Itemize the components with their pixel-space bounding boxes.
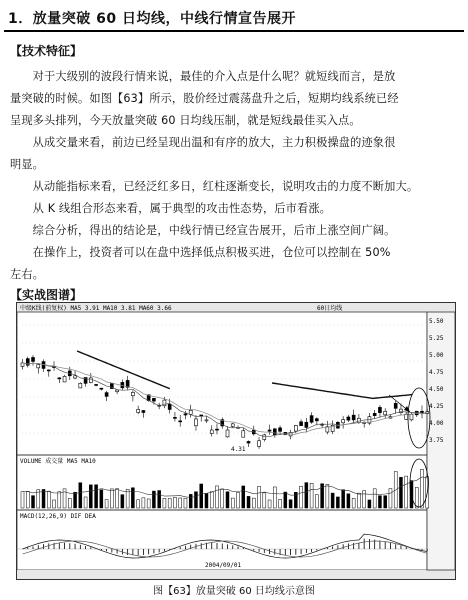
volume-bar: [247, 496, 250, 508]
volume-bar: [121, 495, 124, 508]
candle-body: [210, 430, 213, 434]
candle-body: [184, 414, 187, 415]
volume-bar: [221, 489, 224, 508]
volume-bar: [68, 498, 71, 508]
volume-bar: [373, 489, 376, 508]
volume-bar: [47, 491, 50, 508]
candle-body: [378, 407, 381, 412]
volume-bar: [210, 492, 213, 508]
axis-tick-label: 4.25: [429, 403, 444, 410]
candle-body: [347, 417, 350, 420]
volume-bar: [163, 498, 166, 508]
section-chart-heading: 【实战图谱】: [10, 288, 83, 302]
axis-tick-label: 4.50: [429, 386, 444, 393]
candle-body: [194, 419, 197, 426]
paragraph-line: 在操作上，投资者可以在盘中选择低点积极买进，仓位可以控制在 50%: [10, 246, 391, 259]
candle-body: [173, 417, 176, 418]
volume-bar: [368, 500, 371, 508]
volume-bar: [336, 497, 339, 508]
volume-bar: [226, 492, 229, 508]
volume-bar: [410, 481, 413, 508]
axis-tick-label: 5.00: [429, 352, 444, 359]
candle-body: [79, 383, 82, 388]
volume-bar: [237, 492, 240, 508]
volume-bar: [200, 484, 203, 508]
volume-bar: [95, 485, 98, 508]
candle-body: [95, 384, 98, 385]
volume-bar: [268, 500, 271, 508]
volume-bar: [389, 489, 392, 508]
volume-bar: [289, 500, 292, 508]
paragraph-line: 量突破的时候。如图【63】所示，股价经过震荡盘升之后，短期均线系统已经: [10, 92, 399, 105]
candle-body: [116, 390, 119, 392]
volume-bar: [252, 498, 255, 508]
axis-tick-label: 5.25: [429, 335, 444, 342]
candle-body: [205, 420, 208, 421]
volume-bar: [42, 489, 45, 508]
volume-bar: [158, 490, 161, 508]
volume-bar: [142, 498, 145, 508]
volume-bar: [399, 477, 402, 508]
volume-bar: [131, 488, 134, 508]
candle-body: [342, 420, 345, 423]
paragraph-line: 左右。: [10, 268, 45, 281]
volume-bar: [26, 491, 29, 508]
candle-body: [352, 415, 355, 420]
candle-body: [315, 419, 318, 421]
volume-bar: [305, 483, 308, 508]
stock-chart-figure: [16, 302, 456, 580]
volume-bar: [32, 496, 35, 508]
volume-bar: [331, 493, 334, 508]
volume-bar: [300, 486, 303, 508]
candle-body: [263, 435, 266, 440]
chart-header-right: 60日均线: [317, 305, 343, 312]
stock-chart-svg: [17, 303, 455, 579]
candle-body: [105, 393, 108, 397]
candle-body: [258, 441, 261, 447]
candle-body: [58, 378, 61, 379]
candle-body: [231, 424, 234, 426]
title-rule: [4, 30, 464, 32]
volume-bar: [384, 496, 387, 508]
volume-bar: [215, 486, 218, 508]
volume-bar: [378, 496, 381, 508]
axis-tick-label: 5.50: [429, 318, 444, 325]
volume-bar: [105, 500, 108, 508]
volume-bar: [263, 493, 266, 508]
paragraph-line: 从 K 线组合形态来看，属于典型的攻击性态势，后市看涨。: [10, 202, 332, 215]
volume-bar: [279, 499, 282, 508]
volume-bar: [168, 499, 171, 508]
volume-bar: [21, 492, 24, 508]
paragraph-line: 呈现多头排列，今天放量突破 60 日均线压制，就是短线最佳买入点。: [10, 114, 361, 127]
candle-body: [268, 430, 271, 431]
candle-body: [384, 411, 387, 414]
volume-bar: [179, 498, 182, 508]
volume-bar: [205, 494, 208, 508]
paragraph-line: 综合分析，得出的结论是，中线行情已经宣告展开，后市上涨空间广阔。: [10, 224, 396, 237]
volume-bar: [189, 494, 192, 508]
candle-body: [394, 403, 397, 408]
candle-body: [200, 415, 203, 416]
section-tech-heading: 【技术特征】: [10, 44, 83, 58]
candle-body: [247, 441, 250, 443]
volume-bar: [352, 498, 355, 508]
volume-bar: [231, 498, 234, 508]
volume-bar: [147, 499, 150, 508]
volume-bar: [420, 469, 423, 508]
candle-body: [100, 388, 103, 389]
volume-bar: [173, 497, 176, 508]
volume-bar: [405, 476, 408, 508]
low-price-label: 4.31: [231, 446, 246, 453]
candle-body: [226, 430, 229, 437]
volume-bar: [194, 492, 197, 508]
candle-body: [300, 422, 303, 426]
date-label: 2004/09/01: [205, 562, 242, 569]
volume-bar: [58, 492, 61, 508]
volume-bar: [89, 485, 92, 508]
paragraph-line: 从成交量来看，前边已经呈现出温和有序的放大，主力积极操盘的迹象很: [10, 136, 396, 149]
volume-bar: [53, 500, 56, 508]
candle-body: [163, 400, 166, 406]
candle-body: [168, 404, 171, 409]
volume-bar: [357, 493, 360, 508]
candle-body: [74, 376, 77, 378]
volume-bar: [310, 483, 313, 508]
candle-body: [63, 376, 66, 382]
volume-bar: [184, 498, 187, 508]
volume-bar: [258, 486, 261, 508]
chart-header-left: 中级K线(前复权) MA5 3.91 MA10 3.81 MA60 3.66: [20, 305, 172, 312]
paragraph-line: 对于大级别的波段行情来说，最佳的介入点是什么呢？就短线而言，是放: [10, 70, 396, 83]
volume-bar: [347, 494, 350, 508]
candle-body: [273, 429, 276, 435]
candle-body: [242, 431, 245, 437]
volume-bar: [74, 492, 77, 508]
candle-body: [410, 414, 413, 419]
candle-body: [305, 422, 308, 427]
volume-bar: [342, 490, 345, 508]
volume-bar: [100, 490, 103, 508]
candle-body: [37, 365, 40, 368]
candle-body: [179, 421, 182, 422]
candle-body: [215, 429, 218, 430]
macd-label: MACD(12,26,9) DIF DEA: [20, 513, 96, 520]
axis-tick-label: 3.75: [429, 437, 444, 444]
candle-body: [32, 357, 35, 361]
paragraph-line: 明显。: [10, 158, 45, 171]
axis-tick-label: 4.75: [429, 369, 444, 376]
volume-bar: [116, 489, 119, 508]
volume-bar: [79, 483, 82, 508]
volume-bar: [284, 492, 287, 508]
candle-body: [310, 416, 313, 423]
candle-body: [47, 370, 50, 371]
volume-bar: [84, 497, 87, 508]
candle-body: [152, 398, 155, 401]
candle-body: [294, 425, 297, 431]
volume-bar: [273, 487, 276, 508]
candle-body: [142, 411, 145, 413]
candle-body: [189, 410, 192, 414]
volume-bar: [242, 486, 245, 508]
candle-body: [279, 428, 282, 431]
volume-bar: [137, 500, 140, 508]
axis-tick-label: 4.00: [429, 420, 444, 427]
volume-bar: [152, 491, 155, 508]
volume-label: VOLUME 成交量 MA5 MA10: [20, 458, 96, 465]
volume-bar: [110, 489, 113, 508]
candle-body: [89, 378, 92, 383]
paragraph-line: 从动能指标来看，已经泛红多日，红柱逐渐变长，说明攻击的力度不断加大。: [10, 180, 419, 193]
page-title: 1．放量突破 60 日均线，中线行情宣告展开: [8, 11, 296, 27]
candle-body: [131, 392, 134, 395]
volume-bar: [363, 491, 366, 508]
volume-bar: [315, 495, 318, 508]
volume-bar: [326, 484, 329, 508]
figure-caption: 图【63】放量突破 60 日均线示意图: [153, 586, 315, 597]
candle-body: [373, 413, 376, 415]
candle-body: [137, 409, 140, 412]
